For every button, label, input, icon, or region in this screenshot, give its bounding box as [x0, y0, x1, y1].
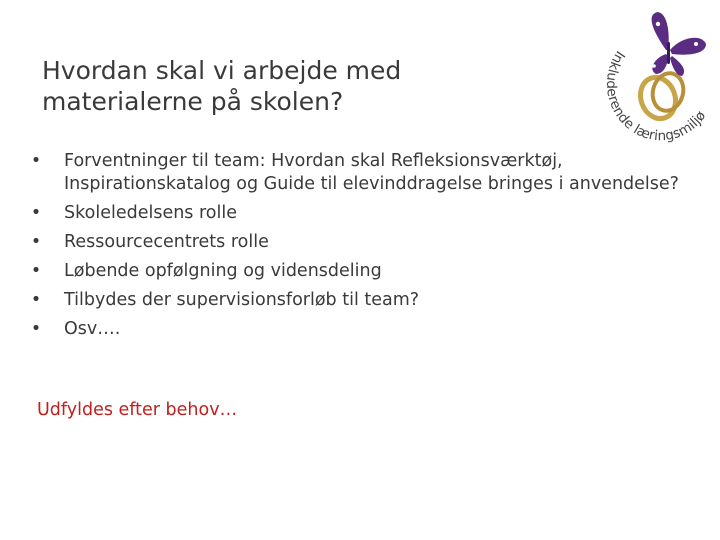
fill-in-note: Udfyldes efter behov…	[37, 400, 238, 420]
slide-title-line-1: Hvordan skal vi arbejde med	[42, 56, 402, 85]
bullet-dot: •	[30, 151, 42, 171]
bullet-dot: •	[30, 261, 42, 281]
bullet-text: Løbende opfølgning og vidensdeling	[64, 261, 382, 281]
bullet-dot: •	[30, 290, 42, 310]
logo-text-path: Inkluderende læringsmiljø	[602, 47, 710, 145]
bullet-text: Osv….	[64, 319, 121, 339]
slide-title	[42, 55, 562, 117]
bullet-text: Forventninger til team: Hvordan skal Refleksionsværktøj, Inspirationskatalog og Guide til elevinddragelse bringes i anvendelse?	[64, 151, 679, 194]
bullet-item	[30, 231, 690, 254]
butterfly-icon	[652, 12, 706, 76]
bullet-dot: •	[30, 319, 42, 339]
rings-icon	[635, 70, 688, 124]
bullet-item	[30, 150, 690, 196]
bullet-text: Tilbydes der supervisionsforløb til team?	[64, 290, 420, 310]
bullet-text: Skoleledelsens rolle	[64, 203, 237, 223]
bullet-item	[30, 289, 690, 312]
inkluderende-laeringsmiljo-logo	[596, 10, 718, 160]
bullet-dot: •	[30, 203, 42, 223]
bullet-dot: •	[30, 232, 42, 252]
bullet-item	[30, 260, 690, 283]
bullet-item	[30, 202, 690, 225]
slide-title-line-2: materialerne på skolen?	[42, 87, 344, 116]
bullet-text: Ressourcecentrets rolle	[64, 232, 269, 252]
bullet-list	[30, 150, 690, 347]
bullet-item	[30, 318, 690, 341]
